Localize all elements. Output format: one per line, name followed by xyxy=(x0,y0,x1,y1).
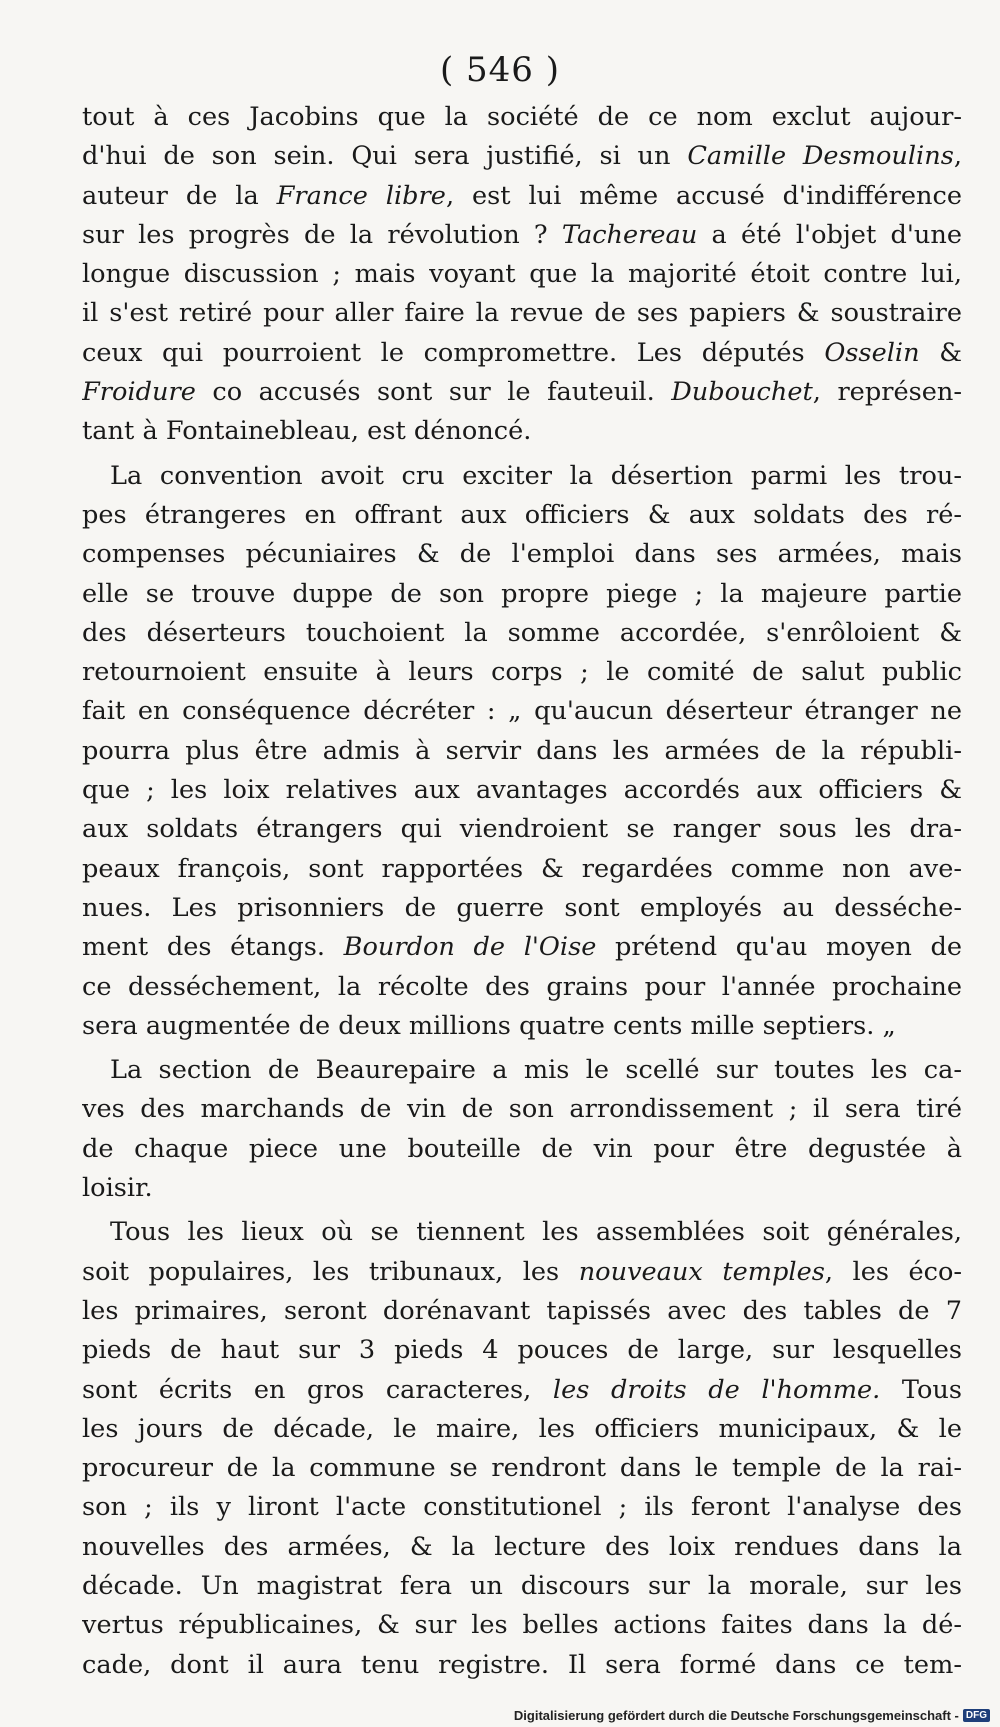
text-segment: vertus républicaines, & sur les belles actions faites dans la dé- xyxy=(82,1610,962,1641)
text-line xyxy=(82,850,962,889)
text-segment: procureur de la commune se rendront dans le temple de la rai- xyxy=(82,1453,962,1484)
text-segment: longue discussion ; mais voyant que la majorité étoit contre lui, xyxy=(82,259,962,290)
text-line xyxy=(82,575,962,614)
text-line xyxy=(82,1371,962,1410)
text-segment: pes étrangeres en offrant aux officiers & aux soldats des ré- xyxy=(82,499,962,530)
text-line xyxy=(82,1606,962,1645)
text-segment: aux soldats étrangers qui viendroient se ranger sous les dra- xyxy=(82,814,962,845)
text-line xyxy=(82,255,962,294)
text-line xyxy=(82,496,962,535)
text-line xyxy=(82,1253,962,1292)
text-segment: elle se trouve duppe de son propre piege ; la majeure partie xyxy=(82,578,962,609)
body-text xyxy=(82,98,962,1685)
text-line xyxy=(82,373,962,412)
text-line xyxy=(82,1051,962,1090)
text-line xyxy=(82,653,962,692)
text-segment: nues. Les prisonniers de guerre sont employés au desséche- xyxy=(82,892,962,923)
text-line xyxy=(82,1488,962,1527)
text-line xyxy=(82,810,962,849)
text-line xyxy=(82,692,962,731)
text-line xyxy=(82,1646,962,1685)
italic-name: Froidure xyxy=(82,377,196,408)
text-segment: co accusés sont sur le fauteuil. xyxy=(195,377,672,408)
text-segment: loisir. xyxy=(82,1173,153,1204)
text-line xyxy=(82,1090,962,1129)
text-segment: décade. Un magistrat fera un discours sur la morale, sur les xyxy=(82,1570,962,1601)
text-line xyxy=(82,1449,962,1488)
italic-name: nouveaux temples xyxy=(578,1256,825,1287)
page-number: ( 546 ) xyxy=(439,50,561,90)
text-line xyxy=(82,614,962,653)
text-segment: nouvelles des armées, & la lecture des loix rendues dans la xyxy=(82,1531,962,1562)
text-line xyxy=(82,412,962,451)
text-segment: soit populaires, les tribunaux, les xyxy=(82,1256,579,1287)
italic-name: Camille Desmoulins xyxy=(687,141,954,172)
italic-name: Bourdon de l'Oise xyxy=(343,932,597,963)
text-segment: d'hui de son sein. Qui sera justifié, si un xyxy=(82,141,688,172)
italic-name: Dubouchet xyxy=(671,377,813,408)
footer xyxy=(514,1708,990,1723)
italic-name: France libre xyxy=(276,180,446,211)
text-line xyxy=(82,889,962,928)
text-segment: fait en conséquence décréter : „ qu'aucun déserteur étranger ne xyxy=(82,696,962,727)
text-line xyxy=(82,928,962,967)
text-line xyxy=(82,216,962,255)
text-segment: les primaires, seront dorénavant tapissés avec des tables de 7 xyxy=(82,1295,962,1326)
text-line xyxy=(82,1130,962,1169)
text-segment: de chaque piece une bouteille de vin pour être degustée à xyxy=(82,1133,962,1164)
text-segment: Tous les lieux où se tiennent les assemblées soit générales, xyxy=(110,1217,962,1248)
text-line xyxy=(82,294,962,333)
text-segment: pourra plus être admis à servir dans les armées de la républi- xyxy=(82,735,962,766)
text-segment: ce desséchement, la récolte des grains pour l'année prochaine xyxy=(82,971,962,1002)
text-segment: pieds de haut sur 3 pieds 4 pouces de large, sur lesquelles xyxy=(82,1335,962,1366)
text-segment: retournoient ensuite à leurs corps ; le comité de salut public xyxy=(82,657,962,688)
text-segment: Tous xyxy=(880,1374,962,1405)
italic-name: Osselin xyxy=(824,337,920,368)
text-line xyxy=(82,1528,962,1567)
text-segment: les jours de décade, le maire, les officiers municipaux, & le xyxy=(82,1413,962,1444)
text-segment: que ; les loix relatives aux avantages accordés aux officiers & xyxy=(82,775,962,806)
text-segment: tout à ces Jacobins que la société de ce nom exclut aujour- xyxy=(82,102,962,132)
text-segment: sera augmentée de deux millions quatre cents mille septiers. „ xyxy=(82,1010,896,1041)
text-line xyxy=(82,1169,962,1208)
text-line xyxy=(82,334,962,373)
text-line xyxy=(82,177,962,216)
text-segment: prétend qu'au moyen de xyxy=(596,932,962,963)
text-segment: des déserteurs touchoient la somme accordée, s'enrôloient & xyxy=(82,617,962,648)
text-segment: compenses pécuniaires & de l'emploi dans ses armées, mais xyxy=(82,539,962,570)
text-line xyxy=(82,535,962,574)
text-segment: , représen- xyxy=(812,377,962,408)
text-line xyxy=(82,1007,962,1046)
text-line xyxy=(82,98,962,137)
text-segment: ves des marchands de vin de son arrondissement ; il sera tiré xyxy=(82,1094,962,1125)
text-segment: sont écrits en gros caracteres, xyxy=(82,1374,553,1405)
text-line xyxy=(82,1567,962,1606)
text-segment: & xyxy=(919,337,962,368)
text-segment: ment des étangs. xyxy=(82,932,344,963)
text-segment: La section de Beaurepaire a mis le scellé sur toutes les ca- xyxy=(110,1055,962,1086)
dfg-logo: DFG xyxy=(963,1709,990,1722)
text-line xyxy=(82,137,962,176)
text-segment: tant à Fontainebleau, est dénoncé. xyxy=(82,416,532,447)
text-segment: il s'est retiré pour aller faire la revue de ses papiers & soustraire xyxy=(82,298,962,329)
text-line xyxy=(82,732,962,771)
text-line xyxy=(82,1213,962,1252)
text-line xyxy=(82,457,962,496)
text-line xyxy=(82,1331,962,1370)
italic-name: Tachereau xyxy=(561,219,698,250)
text-line xyxy=(82,1410,962,1449)
text-segment: , est lui même accusé d'indifférence xyxy=(445,180,962,211)
text-segment: sur les progrès de la révolution ? xyxy=(82,219,562,250)
text-line xyxy=(82,771,962,810)
text-line xyxy=(82,968,962,1007)
text-line xyxy=(82,1292,962,1331)
italic-name: les droits de l'homme. xyxy=(552,1374,881,1405)
text-segment: ceux qui pourroient le compromettre. Les députés xyxy=(82,337,825,368)
text-segment: cade, dont il aura tenu registre. Il sera formé dans ce tem- xyxy=(82,1649,962,1680)
text-segment: peaux françois, sont rapportées & regardées comme non ave- xyxy=(82,853,962,884)
footer-credit: Digitalisierung gefördert durch die Deutsche Forschungsgemeinschaft - xyxy=(513,1708,959,1723)
text-segment: a été l'objet d'une xyxy=(697,219,962,250)
text-segment: , les éco- xyxy=(824,1256,962,1287)
text-segment: La convention avoit cru exciter la désertion parmi les trou- xyxy=(110,460,962,491)
text-segment: auteur de la xyxy=(82,180,277,211)
text-segment: , xyxy=(953,141,962,172)
text-segment: son ; ils y liront l'acte constitutionel ; ils feront l'analyse des xyxy=(82,1492,962,1523)
